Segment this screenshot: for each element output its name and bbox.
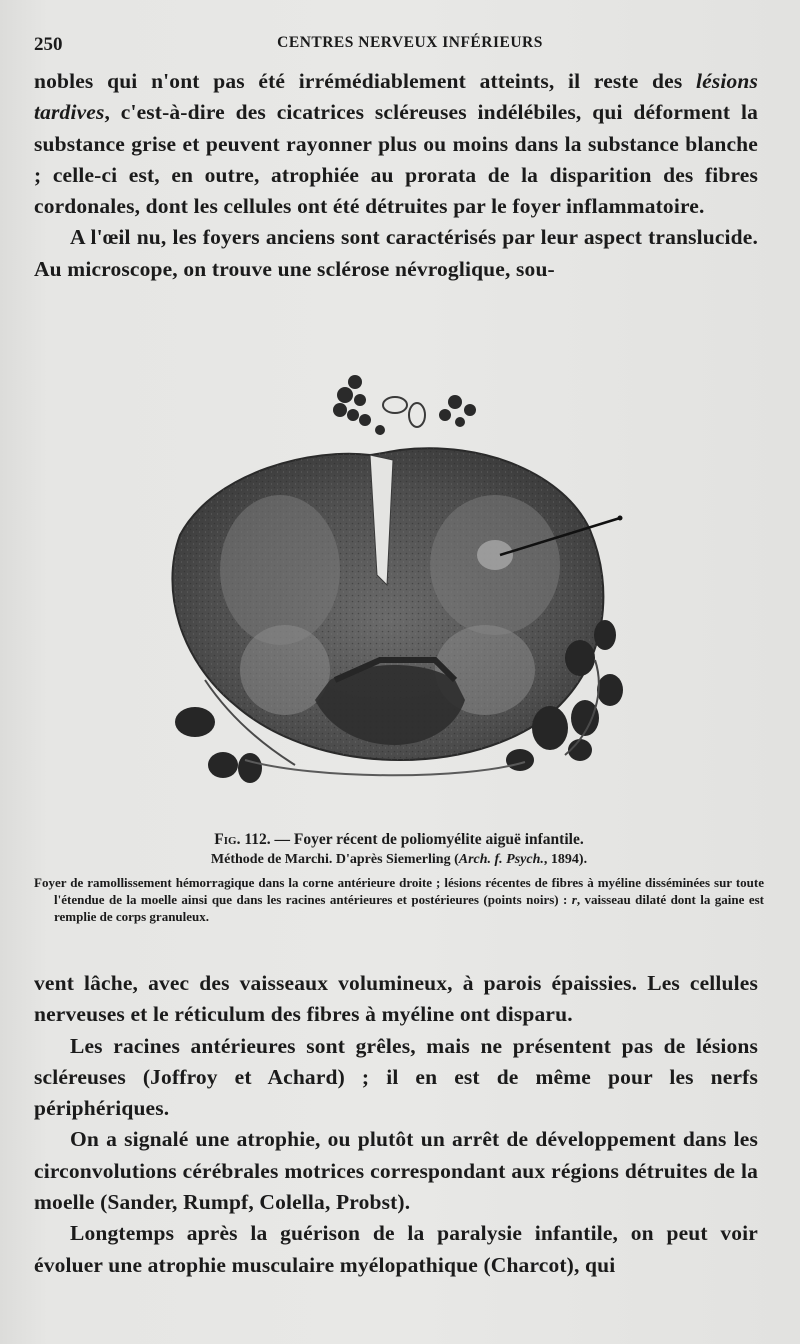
- paragraph: nobles qui n'ont pas été irrémédiablement atteints, il reste des lésions tardives, c'est-à-dire des cicatrices scléreuses indélébiles, qui déforment la substance grise et peuvent rayonner plus ou moins dans la substance blanche ; celle-ci est, en outre, atrophiée au prorata de la disparition des fibres cordonales, dont les cellules ont été détruites par le foyer inflammatoire.: [34, 69, 758, 219]
- paragraph: On a signalé une atrophie, ou plutôt un arrêt de développement dans les circonvolutions cérébrales motrices correspondant aux régions détruites de la moelle (Sander, Rumpf, Colella, Probst).: [34, 1127, 758, 1215]
- running-title: CENTRES NERVEUX INFÉRIEURS: [277, 34, 543, 51]
- paragraph: Les racines antérieures sont grêles, mais ne présentent pas de lésions scléreuses (Joffroy et Achard) ; il en est de même pour les nerfs périphériques.: [34, 1033, 758, 1121]
- page-header: [34, 28, 766, 58]
- spinal-cord-section-figure: [165, 360, 635, 800]
- body-text-bottom: [34, 968, 758, 1281]
- figure-caption: [34, 830, 764, 925]
- paragraph: A l'œil nu, les foyers anciens sont caractérisés par leur aspect translucide. Au microscope, on trouve une sclérose névroglique, sou-: [34, 225, 758, 281]
- paragraph: vent lâche, avec des vaisseaux volumineux, à parois épaissies. Les cellules nerveuses et le réticulum des fibres à myéline ont disparu.: [34, 971, 758, 1027]
- paragraph: Longtemps après la guérison de la paralysie infantile, on peut voir évoluer une atrophie musculaire myélopathique (Charcot), qui: [34, 1221, 758, 1277]
- page-number: 250: [34, 34, 63, 55]
- caption-source: Méthode de Marchi. D'après Siemerling (Arch. f. Psych., 1894).: [210, 852, 588, 867]
- anterior-roots-cluster: [333, 375, 476, 435]
- caption-title: Fig. 112. — Foyer récent de poliomyélite aiguë infantile.: [214, 831, 584, 848]
- body-text-top: [34, 66, 758, 285]
- italic-term: lésions tardives: [34, 69, 758, 125]
- caption-description: Foyer de ramollissement hémorragique dans la corne antérieure droite ; lésions récentes de fibres à myéline disséminées sur toute l'étendue de la moelle ainsi que dans les racines antérieures et postérieures (points noirs) : r, vaisseau dilaté dont la gaine est remplie de corps granuleux.: [34, 875, 764, 924]
- figure-label: Fig. 112.: [214, 831, 271, 848]
